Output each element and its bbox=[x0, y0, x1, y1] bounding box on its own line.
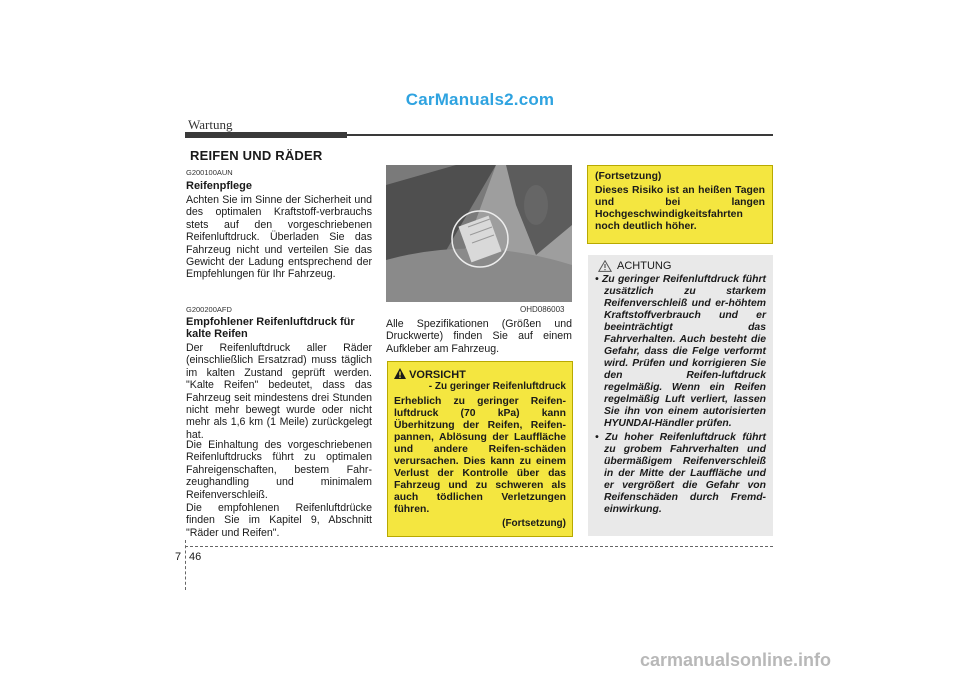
chapter-number: 7 bbox=[175, 551, 182, 563]
achtung-item: • Zu geringer Reifenluftdruck führt zusätzlich zu starkem Reifenverschleiß und er-höhtem Kraftstoffverbrauch und er beeinträchtigt das Fahrverhalten. Auch besteht die Gefahr, dass die Felge verformt wird. Prüfen und korrigieren Sie den Reifen-luftdruck regelmäßig. Wenn ein Reifen regelmäßig Luft verliert, lassen Sie ihn von einem autorisierten HYUNDAI-Händler prüfen. bbox=[595, 274, 766, 429]
footer-rule bbox=[185, 546, 773, 547]
section-title: REIFEN UND RÄDER bbox=[190, 148, 323, 163]
subhead-reifenpflege: Reifenpflege bbox=[186, 180, 253, 192]
vorsicht-title: VORSICHT bbox=[409, 369, 466, 381]
achtung-title-row bbox=[595, 260, 766, 272]
caution-triangle-icon bbox=[598, 260, 612, 272]
header-rule bbox=[347, 134, 773, 136]
fortsetzung-box bbox=[587, 165, 773, 244]
door-sill-illustration bbox=[386, 165, 572, 302]
doc-code-2: G200200AFD bbox=[186, 305, 232, 314]
achtung-list bbox=[595, 274, 766, 516]
subhead-luftdruck: Empfohlener Reifenluftdruck für kalte Reifen bbox=[186, 316, 355, 340]
vorsicht-continued: (Fortsetzung) bbox=[502, 518, 566, 529]
watermark-top[interactable]: CarManuals2.com bbox=[405, 90, 555, 109]
footer-divider bbox=[185, 540, 186, 590]
achtung-item: • Zu hoher Reifenluftdruck führt zu grobem Fahrverhalten und übermäßigem Reifenverschleiß in der Mitte der Lauffläche und er vergrößert die Gefahr von Reifenschäden durch Fremd-einwirkung. bbox=[595, 432, 766, 515]
header-bar bbox=[185, 132, 347, 138]
watermark-bottom[interactable]: carmanualsonline.info bbox=[640, 650, 832, 670]
vorsicht-subtitle: - Zu geringer Reifenluftdruck bbox=[428, 381, 566, 392]
achtung-box bbox=[588, 255, 773, 536]
paragraph-spezifikationen: Alle Spezifikationen (Größen und Druckwerte) finden Sie auf einem Aufkleber am Fahrzeug. bbox=[386, 318, 572, 355]
fortsetzung-body: Dieses Risiko ist an heißen Tagen und bei langen Hochgeschwindigkeitsfahrten noch deutlich höher. bbox=[595, 185, 765, 232]
achtung-item-text: Zu hoher Reifenluftdruck führt zu grobem Fahrverhalten und übermäßigem Reifenverschleiß in der Mitte der Lauffläche und er vergrößert die Gefahr von Reifenschäden durch Fremd-einwirkung. bbox=[604, 432, 766, 515]
achtung-title: ACHTUNG bbox=[617, 260, 672, 272]
paragraph-reifenpflege: Achten Sie im Sinne der Sicherheit und des optimalen Kraftstoff-verbrauchs stets auf den vorgeschriebenen Reifenluftdruck. Überladen Sie das Fahrzeug nicht und verteilen Sie das Gewicht der Ladung entsprechend der Empfehlungen für Ihr Fahrzeug. bbox=[186, 194, 372, 281]
paragraph-kapitel: Die empfohlenen Reifenluftdrücke finden Sie im Kapitel 9, Abschnitt "Räder und Reifen". bbox=[186, 502, 372, 539]
achtung-item-text: Zu geringer Reifenluftdruck führt zusätzlich zu starkem Reifenverschleiß und er-höhtem Kraftstoffverbrauch und er beeinträchtigt das Fahrverhalten. Auch besteht die Gefahr, dass die Felge verformt wird. Prüfen und korrigieren Sie den Reifen-luftdruck regelmäßig. Wenn ein Reifen regelmäßig Luft verliert, lassen Sie ihn von einem autorisierten HYUNDAI-Händler prüfen. bbox=[601, 274, 766, 429]
paragraph-einhaltung: Die Einhaltung des vorgeschriebenen Reifenluftdrucks führt zu optimalen Fahreigenschaften, bestem Fahr-zeughandling und minimalem Reifenverschleiß. bbox=[186, 439, 372, 501]
page-number: 46 bbox=[189, 551, 202, 563]
doc-code-1: G200100AUN bbox=[186, 168, 233, 177]
vorsicht-warning-box bbox=[387, 361, 573, 537]
section-tag: Wartung bbox=[188, 117, 233, 132]
warning-triangle-icon bbox=[394, 368, 406, 379]
figure-caption: OHD086003 bbox=[520, 305, 565, 314]
door-sill-photo bbox=[386, 165, 572, 302]
paragraph-kalte-reifen: Der Reifenluftdruck aller Räder (einschließlich Ersatzrad) muss täglich im kalten Zustand geprüft werden. "Kalte Reifen" bedeutet, dass das Fahrzeug seit mindestens drei Stunden nicht mehr bewegt wurde oder nicht mehr als 1,6 km (1 Meile) zurückgelegt hat. bbox=[186, 342, 372, 441]
vorsicht-title-row bbox=[394, 368, 566, 381]
fortsetzung-title: (Fortsetzung) bbox=[595, 171, 662, 182]
vorsicht-body: Erheblich zu geringer Reifen-luftdruck (70 kPa) kann Überhitzung der Reifen, Reifen-pannen, Ablösung der Lauffläche und andere Reifen-schäden verursachen. Dies kann zu einem Verlust der Kontrolle über das Fahrzeug und zu schweren als auch tödlichen Verletzungen führen. bbox=[394, 396, 566, 515]
